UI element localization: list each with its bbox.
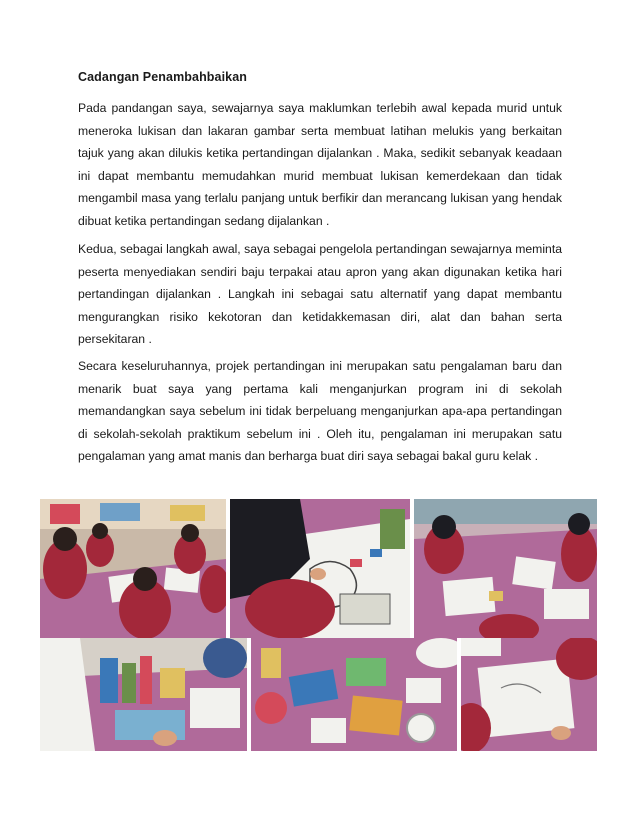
paragraph-3: Secara keseluruhannya, projek pertandingan ini merupakan satu pengalaman baru dan menarik buat saya yang pertama kali menganjurkan program ini di sekolah memandangkan saya sebelum ini tidak berpeluang menganjurkan apa-apa pertandingan di sekolah-sekolah praktikum sebelum ini . Oleh itu, pengalaman ini merupakan satu pengalaman yang amat manis dan berharga buat diri saya sebagai bakal guru kelak . (78, 359, 562, 463)
paragraph-2: Kedua, sebagai langkah awal, saya sebagai pengelola pertandingan sewajarnya meminta peserta menyediakan sendiri baju terpakai atau apron yang akan digunakan ketika hari pertandingan dijalankan . Langkah ini sebagai satu alternatif yang dapat membantu mengurangkan risiko kekotoran dan ketidakkemasan diri, alat dan bahan serta persekitaran . (78, 242, 562, 346)
photo-students-sketching (461, 638, 597, 751)
photo-colourful-drawings (251, 638, 457, 751)
photo-students-at-table (414, 499, 597, 638)
photo-students-drawing-classroom (40, 499, 226, 638)
photo-art-supplies-table (40, 638, 247, 751)
paragraph-1: Pada pandangan saya, sewajarnya saya maklumkan terlebih awal kepada murid untuk meneroka lukisan dan lakaran gambar serta membuat latihan melukis yang berkaitan tajuk yang akan dilukis ketika pertandingan dijalankan . Maka, sedikit sebanyak keadaan ini dapat membantu memudahkan murid membuat lukisan kemerdekaan dan tidak mengambil masa yang terlalu panjang untuk berfikir dan merancang lukisan yang hendak dibuat ketika pertandingan sedang dijalankan . (78, 101, 562, 228)
section-heading: Cadangan Penambahbaikan (78, 70, 248, 84)
photo-student-colouring-closeup (230, 499, 410, 638)
